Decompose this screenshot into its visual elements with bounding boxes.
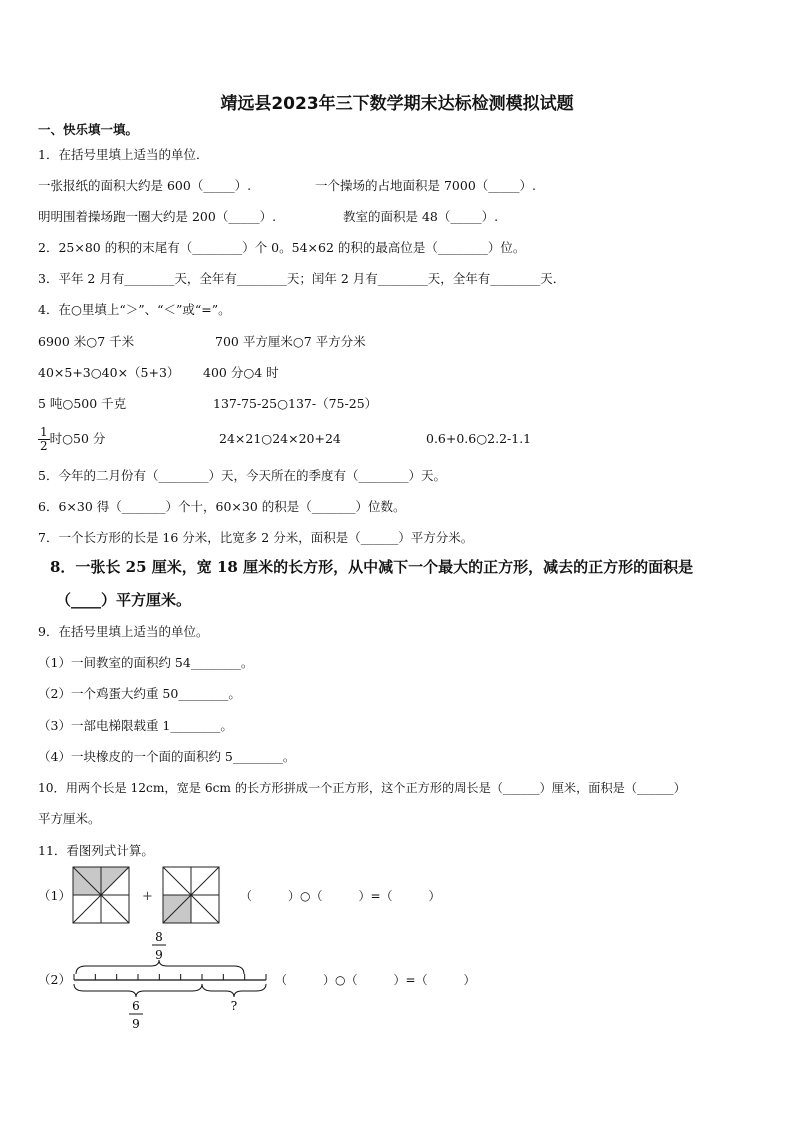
q4-item: $\frac{1}{2}$ 时○50 分 — [40, 425, 106, 453]
section-heading: 一、快乐填一填。 — [38, 122, 139, 137]
q8-line1: 8．一张长 25 厘米，宽 18 厘米的长方形，从中减下一个最大的正方形，减去的正方形的面积是 — [50, 558, 694, 576]
q11-part2-expression: （ ）○（ ）=（ ） — [275, 973, 476, 987]
segment-diagram — [66, 928, 276, 1032]
q9-item-1: （1）一间教室的面积约 54________。 — [38, 655, 254, 670]
q6: 6．6×30 得（_______）个十，60×30 的积是（_______）位数。 — [38, 499, 406, 514]
q5: 5．今年的二月份有（________）天，今天所在的季度有（________）天。 — [38, 468, 446, 483]
q4-item: 0.6+0.6○2.2-1.1 — [426, 431, 532, 446]
q9-item-3: （3）一部电梯限载重 1________。 — [38, 718, 233, 733]
q4-item: 700 平方厘米○7 平方分米 — [215, 334, 366, 349]
q4-item: 24×21○24×20+24 — [219, 431, 341, 446]
plus-sign: + — [142, 889, 153, 904]
q11-part1-expression: （ ）○（ ）=（ ） — [240, 889, 441, 903]
q8-line2: （____）平方厘米。 — [56, 591, 192, 609]
top-fraction-denominator: 9 — [155, 948, 163, 962]
q3: 3．平年 2 月有________天，全年有________天；闰年 2 月有________天，全年有________天． — [38, 271, 566, 286]
q4-item: 40×5+3○40×（5+3） — [38, 365, 180, 380]
q2: 2．25×80 的积的末尾有（________）个 0。54×62 的积的最高位是（________）位。 — [38, 240, 526, 255]
q4-item: 137-75-25○137-（75-25） — [213, 396, 378, 411]
q1-heading: 1．在括号里填上适当的单位． — [38, 147, 209, 162]
q4-item: 6900 米○7 千米 — [38, 334, 135, 349]
q9-item-4: （4）一块橡皮的一个面的面积约 5________。 — [38, 749, 296, 764]
q11-heading: 11．看图列式计算。 — [38, 843, 154, 858]
fraction-squares-figure — [72, 866, 232, 928]
q4-heading: 4．在○里填上“＞”、“＜”或“=”。 — [38, 302, 231, 317]
q4-item: 400 分○4 时 — [203, 365, 279, 380]
bottom-fraction-numerator: 6 — [132, 999, 140, 1013]
tick-marks — [74, 974, 266, 980]
bottom-fraction-denominator: 9 — [132, 1017, 140, 1031]
q10-line1: 10．用两个长是 12cm，宽是 6cm 的长方形拼成一个正方形，这个正方形的周长是（______）厘米，面积是（______） — [38, 781, 686, 795]
q9-heading: 9．在括号里填上适当的单位。 — [38, 624, 209, 639]
fraction-one-half: $\frac{1}{2}$ — [40, 425, 48, 453]
q4-item: 5 吨○500 千克 — [38, 396, 127, 411]
page-title: 靖远县2023年三下数学期末达标检测模拟试题 — [220, 94, 574, 114]
fraction-square-right — [163, 867, 219, 923]
q1-item-d: 教室的面积是 48（_____）. — [343, 209, 499, 224]
question-mark: ? — [230, 999, 238, 1013]
q7: 7．一个长方形的长是 16 分米，比宽多 2 分米，面积是（______）平方分米。 — [38, 530, 474, 545]
q10-line2: 平方厘米。 — [38, 811, 101, 826]
q1-item-b: 一个操场的占地面积是 7000（_____）. — [315, 178, 537, 193]
q9-item-2: （2）一个鸡蛋大约重 50________。 — [38, 686, 241, 701]
q1-item-a: 一张报纸的面积大约是 600（_____）. — [38, 178, 252, 193]
q1-item-c: 明明围着操场跑一圈大约是 200（_____）. — [38, 209, 277, 224]
q11-part1-label: （1） — [38, 888, 71, 903]
top-fraction-numerator: 8 — [155, 930, 163, 944]
top-brace — [76, 960, 244, 974]
fraction-square-left — [73, 867, 129, 923]
q11-part2-label: （2） — [38, 972, 71, 987]
bottom-brace-right — [202, 984, 266, 997]
bottom-brace-left — [74, 984, 202, 997]
